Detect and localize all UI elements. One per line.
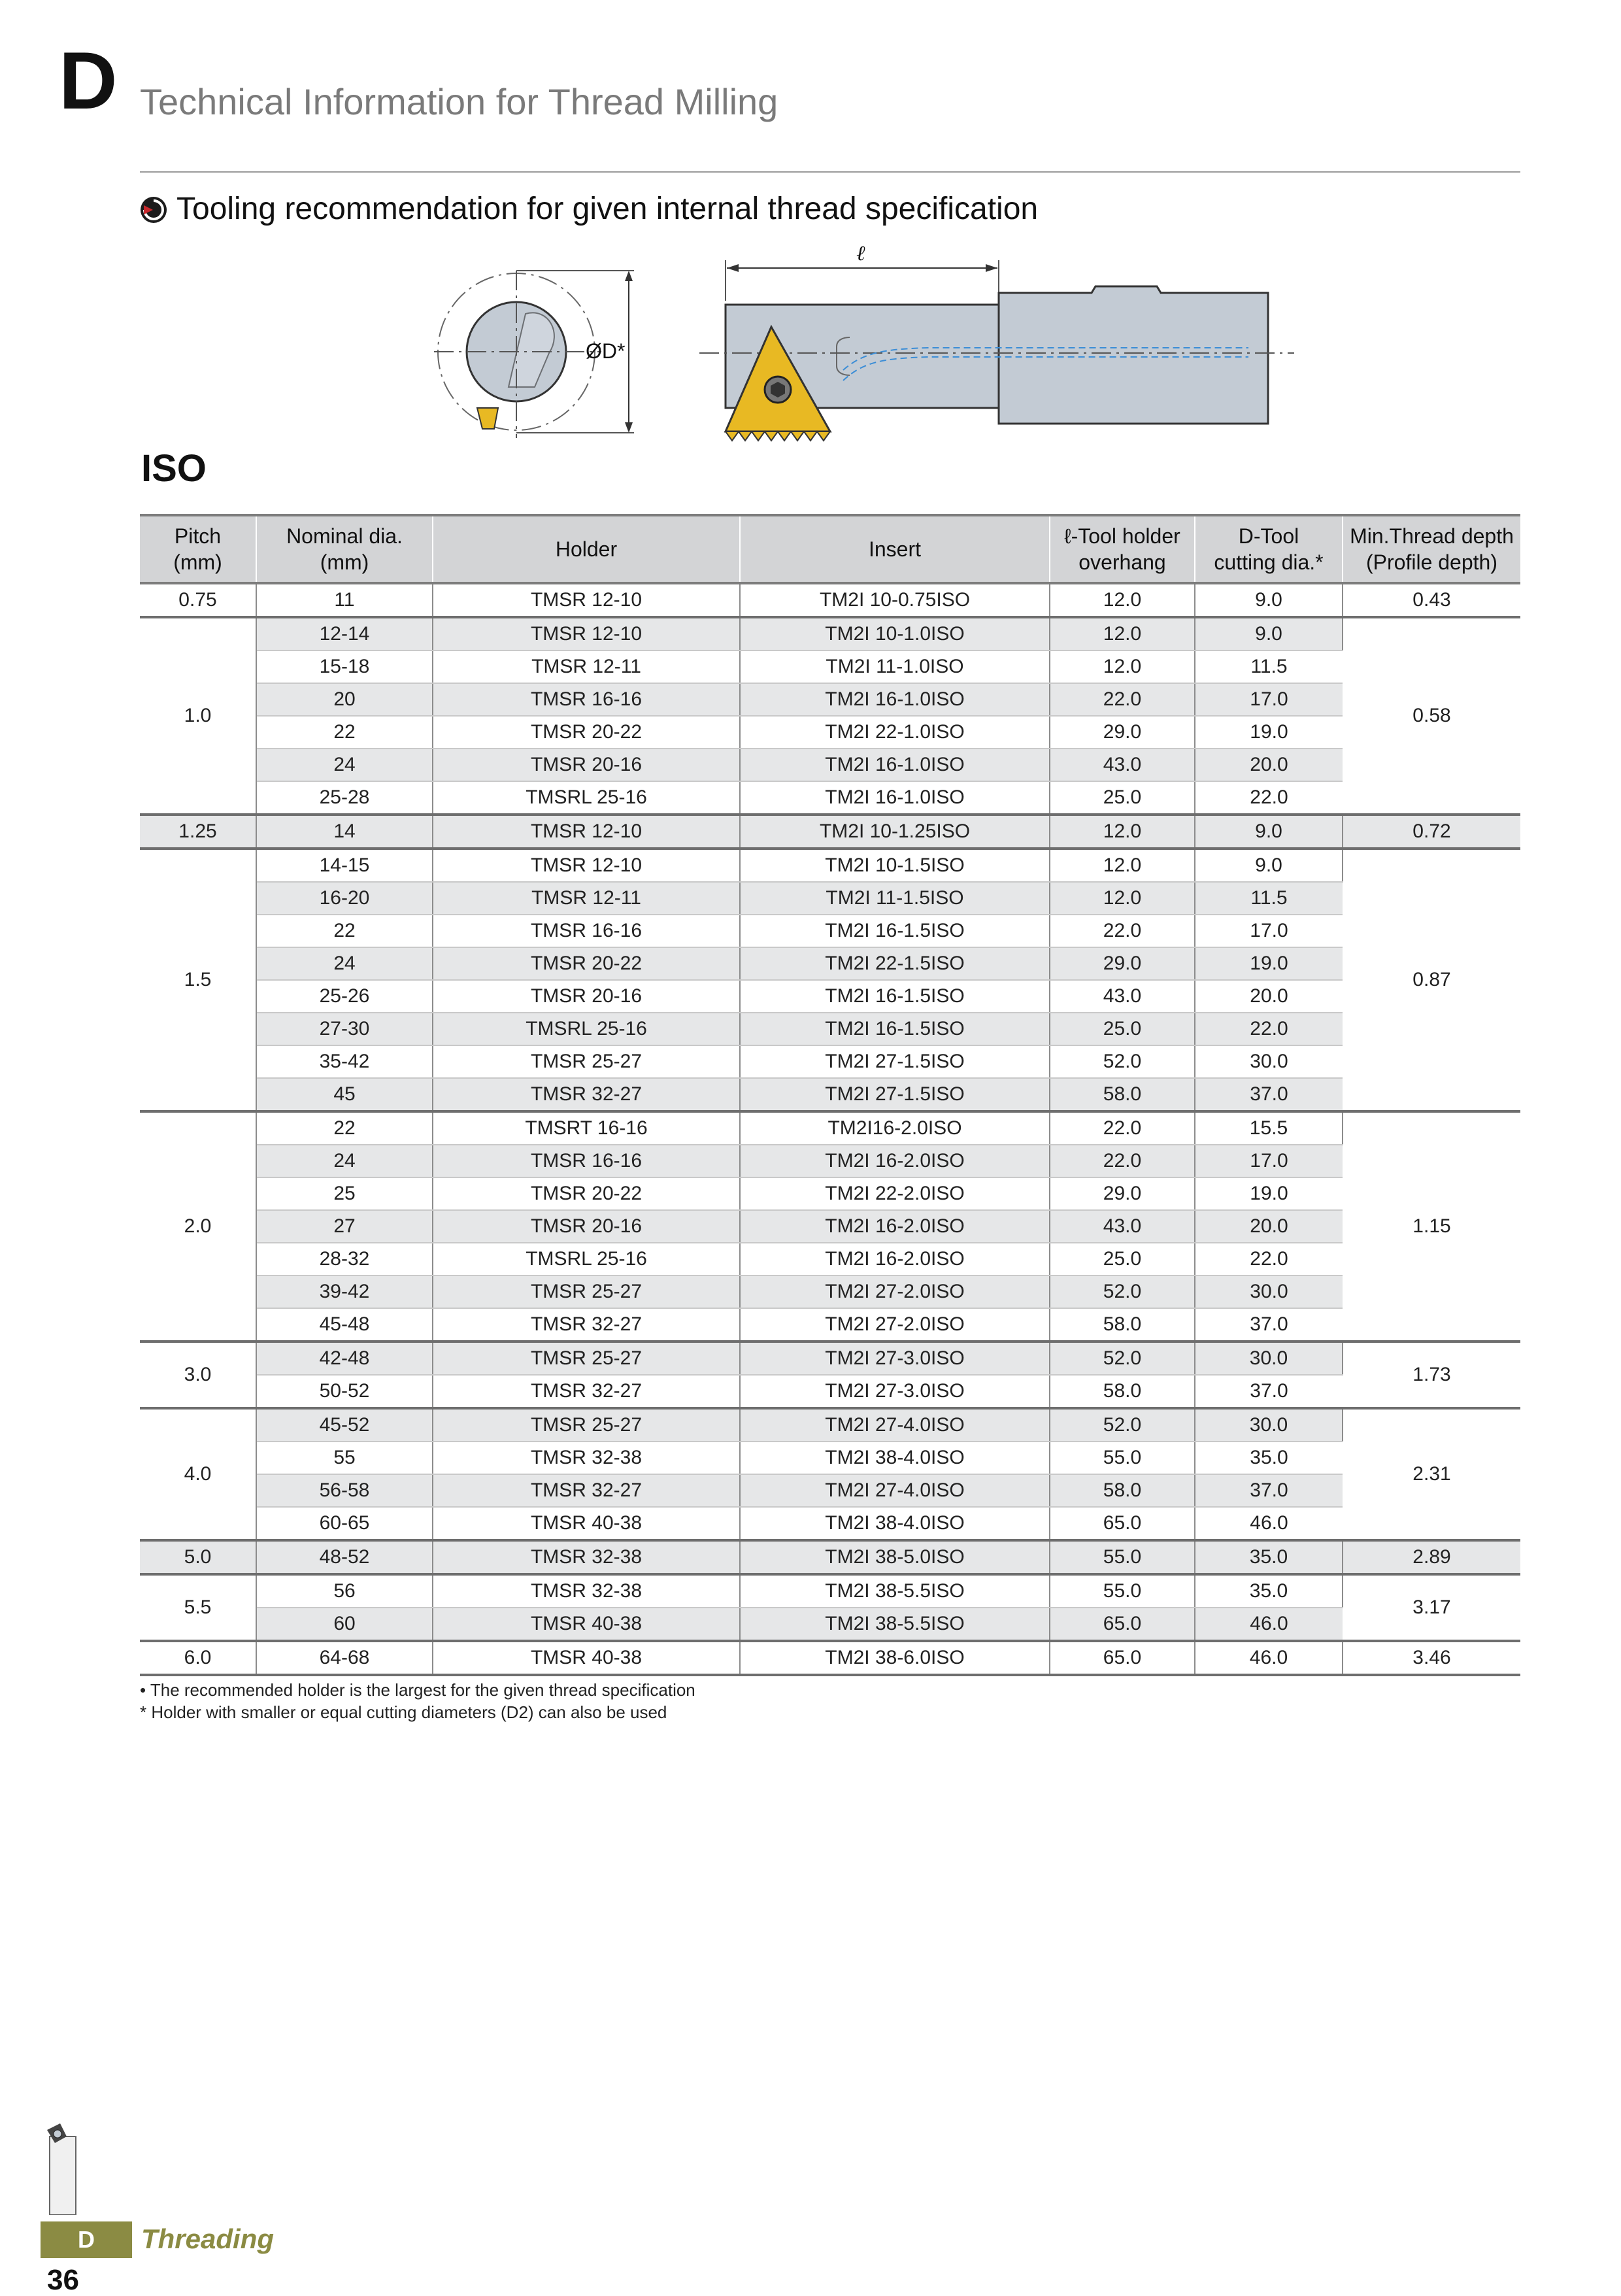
pitch-cell: 5.5 [140, 1574, 256, 1641]
pitch-cell: 1.0 [140, 617, 256, 815]
cutting-dia-cell: 9.0 [1195, 617, 1343, 650]
insert-cell: TM2I 11-1.5ISO [740, 882, 1050, 915]
cutting-dia-cell: 17.0 [1195, 1145, 1343, 1177]
nominal-dia-cell: 56 [256, 1574, 433, 1608]
table-row [140, 1641, 1520, 1675]
holder-cell: TMSRT 16-16 [433, 1111, 740, 1145]
cutting-dia-cell: 37.0 [1195, 1375, 1343, 1408]
nominal-dia-cell: 24 [256, 1145, 433, 1177]
table-row [140, 1243, 1520, 1275]
insert-cell: TM2I 16-2.0ISO [740, 1210, 1050, 1243]
table-row [140, 815, 1520, 849]
insert-cell: TM2I 27-1.5ISO [740, 1078, 1050, 1111]
overhang-cell: 65.0 [1050, 1641, 1195, 1675]
table-row [140, 915, 1520, 947]
cutting-dia-cell: 35.0 [1195, 1442, 1343, 1474]
table-row [140, 1574, 1520, 1608]
nominal-dia-cell: 28-32 [256, 1243, 433, 1275]
insert-cell: TM2I 38-5.5ISO [740, 1574, 1050, 1608]
insert-cell: TM2I 16-1.5ISO [740, 980, 1050, 1013]
nominal-dia-cell: 22 [256, 716, 433, 749]
holder-cell: TMSR 20-16 [433, 980, 740, 1013]
nominal-dia-cell: 11 [256, 583, 433, 617]
nominal-dia-cell: 56-58 [256, 1474, 433, 1507]
cutting-dia-cell: 17.0 [1195, 683, 1343, 716]
table-row [140, 1078, 1520, 1111]
insert-cell: TM2I 16-1.0ISO [740, 749, 1050, 781]
overhang-cell: 29.0 [1050, 1177, 1195, 1210]
table-row [140, 1275, 1520, 1308]
insert-cell: TM2I 38-5.5ISO [740, 1608, 1050, 1641]
cutting-dia-cell: 30.0 [1195, 1342, 1343, 1375]
insert-cell: TM2I 38-4.0ISO [740, 1442, 1050, 1474]
insert-cell: TM2I 38-4.0ISO [740, 1507, 1050, 1540]
overhang-cell: 55.0 [1050, 1442, 1195, 1474]
overhang-cell: 52.0 [1050, 1275, 1195, 1308]
holder-side-view [699, 242, 1294, 441]
holder-cell: TMSRL 25-16 [433, 1243, 740, 1275]
footnote: • The recommended holder is the largest for the given thread specification [140, 1680, 695, 1700]
cutting-dia-cell: 30.0 [1195, 1275, 1343, 1308]
thread-spec-table [140, 514, 1520, 1676]
overhang-cell: 22.0 [1050, 915, 1195, 947]
overhang-cell: 52.0 [1050, 1408, 1195, 1442]
cutting-dia-cell: 22.0 [1195, 1243, 1343, 1275]
cutting-dia-cell: 37.0 [1195, 1308, 1343, 1342]
cutting-dia-cell: 9.0 [1195, 583, 1343, 617]
length-label: ℓ [856, 242, 865, 265]
insert-cell: TM2I 16-2.0ISO [740, 1243, 1050, 1275]
thread-depth-cell: 0.58 [1343, 617, 1520, 815]
holder-cell: TMSRL 25-16 [433, 1013, 740, 1045]
overhang-cell: 25.0 [1050, 1243, 1195, 1275]
insert-cell: TM2I 22-1.0ISO [740, 716, 1050, 749]
nominal-dia-cell: 24 [256, 947, 433, 980]
insert-cell: TM2I 10-1.25ISO [740, 815, 1050, 849]
holder-cell: TMSR 20-22 [433, 716, 740, 749]
table-row [140, 1507, 1520, 1540]
col-header-nominal: Nominal dia. (mm) [256, 515, 433, 583]
cutting-dia-cell: 46.0 [1195, 1641, 1343, 1675]
nominal-dia-cell: 45-48 [256, 1308, 433, 1342]
holder-cell: TMSR 25-27 [433, 1408, 740, 1442]
col-header-cutting-dia: D-Tool cutting dia.* [1195, 515, 1343, 583]
holder-cell: TMSR 32-27 [433, 1474, 740, 1507]
table-row [140, 1540, 1520, 1574]
cutting-dia-cell: 17.0 [1195, 915, 1343, 947]
nominal-dia-cell: 45 [256, 1078, 433, 1111]
insert-cell: TM2I 38-6.0ISO [740, 1641, 1050, 1675]
holder-cell: TMSR 25-27 [433, 1045, 740, 1078]
table-row [140, 980, 1520, 1013]
cutting-dia-cell: 9.0 [1195, 815, 1343, 849]
overhang-cell: 58.0 [1050, 1375, 1195, 1408]
pitch-cell: 1.5 [140, 849, 256, 1111]
insert-cell: TM2I 22-2.0ISO [740, 1177, 1050, 1210]
cutting-dia-cell: 22.0 [1195, 1013, 1343, 1045]
thread-depth-cell: 0.87 [1343, 849, 1520, 1111]
insert-cell: TM2I 16-1.0ISO [740, 781, 1050, 815]
cutting-dia-cell: 20.0 [1195, 1210, 1343, 1243]
overhang-cell: 52.0 [1050, 1045, 1195, 1078]
holder-cell: TMSR 12-10 [433, 849, 740, 882]
cutting-dia-cell: 35.0 [1195, 1574, 1343, 1608]
cutting-dia-cell: 30.0 [1195, 1408, 1343, 1442]
overhang-cell: 25.0 [1050, 781, 1195, 815]
table-row [140, 1608, 1520, 1641]
nominal-dia-cell: 27 [256, 1210, 433, 1243]
nominal-dia-cell: 20 [256, 683, 433, 716]
nominal-dia-cell: 16-20 [256, 882, 433, 915]
section-tab: D [41, 2221, 132, 2258]
nominal-dia-cell: 60-65 [256, 1507, 433, 1540]
nominal-dia-cell: 45-52 [256, 1408, 433, 1442]
table-header-row [140, 515, 1520, 583]
insert-cell: TM2I 22-1.5ISO [740, 947, 1050, 980]
col-header-insert: Insert [740, 515, 1050, 583]
cutting-dia-cell: 37.0 [1195, 1474, 1343, 1507]
cutting-dia-cell: 19.0 [1195, 947, 1343, 980]
overhang-cell: 22.0 [1050, 1111, 1195, 1145]
thread-depth-cell: 2.31 [1343, 1408, 1520, 1540]
overhang-cell: 12.0 [1050, 849, 1195, 882]
bullet-arrow-icon [140, 196, 167, 224]
table-row [140, 1111, 1520, 1145]
overhang-cell: 58.0 [1050, 1078, 1195, 1111]
standard-label: ISO [141, 447, 207, 490]
nominal-dia-cell: 27-30 [256, 1013, 433, 1045]
overhang-cell: 12.0 [1050, 650, 1195, 683]
col-header-thread-depth: Min.Thread depth (Profile depth) [1343, 515, 1520, 583]
holder-cell: TMSR 40-38 [433, 1641, 740, 1675]
overhang-cell: 58.0 [1050, 1308, 1195, 1342]
nominal-dia-cell: 24 [256, 749, 433, 781]
holder-cell: TMSR 32-38 [433, 1574, 740, 1608]
table-row [140, 1308, 1520, 1342]
nominal-dia-cell: 12-14 [256, 617, 433, 650]
holder-cell: TMSR 40-38 [433, 1507, 740, 1540]
nominal-dia-cell: 35-42 [256, 1045, 433, 1078]
thread-depth-cell: 2.89 [1343, 1540, 1520, 1574]
nominal-dia-cell: 25-26 [256, 980, 433, 1013]
holder-cell: TMSR 20-16 [433, 749, 740, 781]
insert-cell: TM2I 27-3.0ISO [740, 1342, 1050, 1375]
overhang-cell: 58.0 [1050, 1474, 1195, 1507]
holder-cell: TMSR 32-27 [433, 1078, 740, 1111]
cutting-dia-cell: 19.0 [1195, 1177, 1343, 1210]
insert-cell: TM2I 11-1.0ISO [740, 650, 1050, 683]
overhang-cell: 43.0 [1050, 1210, 1195, 1243]
table-row [140, 1474, 1520, 1507]
cutting-dia-cell: 37.0 [1195, 1078, 1343, 1111]
pitch-cell: 0.75 [140, 583, 256, 617]
col-header-overhang: ℓ-Tool holder overhang [1050, 515, 1195, 583]
thread-depth-cell: 3.46 [1343, 1641, 1520, 1675]
holder-cell: TMSR 25-27 [433, 1275, 740, 1308]
cutting-dia-cell: 9.0 [1195, 849, 1343, 882]
table-row [140, 781, 1520, 815]
nominal-dia-cell: 25 [256, 1177, 433, 1210]
table-row [140, 1177, 1520, 1210]
cutting-dia-cell: 11.5 [1195, 882, 1343, 915]
overhang-cell: 12.0 [1050, 882, 1195, 915]
page-number: 36 [47, 2264, 79, 2296]
footnotes [140, 1679, 695, 1723]
overhang-cell: 65.0 [1050, 1608, 1195, 1641]
holder-cell: TMSR 20-22 [433, 947, 740, 980]
table-row [140, 882, 1520, 915]
overhang-cell: 12.0 [1050, 617, 1195, 650]
overhang-cell: 22.0 [1050, 1145, 1195, 1177]
holder-cell: TMSR 25-27 [433, 1342, 740, 1375]
table-row [140, 849, 1520, 882]
nominal-dia-cell: 14-15 [256, 849, 433, 882]
cutting-dia-cell: 19.0 [1195, 716, 1343, 749]
nominal-dia-cell: 48-52 [256, 1540, 433, 1574]
insert-cell: TM2I 16-1.5ISO [740, 915, 1050, 947]
holder-cell: TMSR 40-38 [433, 1608, 740, 1641]
overhang-cell: 22.0 [1050, 683, 1195, 716]
nominal-dia-cell: 64-68 [256, 1641, 433, 1675]
overhang-cell: 55.0 [1050, 1540, 1195, 1574]
overhang-cell: 12.0 [1050, 583, 1195, 617]
pitch-cell: 4.0 [140, 1408, 256, 1540]
overhang-cell: 25.0 [1050, 1013, 1195, 1045]
thread-depth-cell: 1.15 [1343, 1111, 1520, 1342]
title-rule [140, 171, 1520, 173]
holder-cell: TMSR 20-22 [433, 1177, 740, 1210]
table-row [140, 1045, 1520, 1078]
table-row [140, 650, 1520, 683]
thread-depth-cell: 3.17 [1343, 1574, 1520, 1641]
pitch-cell: 3.0 [140, 1342, 256, 1408]
bore-cross-section [434, 271, 634, 438]
holder-cell: TMSR 32-38 [433, 1442, 740, 1474]
table-row [140, 1013, 1520, 1045]
insert-cell: TM2I 27-2.0ISO [740, 1308, 1050, 1342]
nominal-dia-cell: 50-52 [256, 1375, 433, 1408]
cutting-dia-cell: 30.0 [1195, 1045, 1343, 1078]
cutting-dia-cell: 11.5 [1195, 650, 1343, 683]
overhang-cell: 29.0 [1050, 947, 1195, 980]
col-header-pitch: Pitch (mm) [140, 515, 256, 583]
holder-cell: TMSR 12-11 [433, 650, 740, 683]
nominal-dia-cell: 14 [256, 815, 433, 849]
cutting-dia-cell: 46.0 [1195, 1608, 1343, 1641]
thread-depth-cell: 0.72 [1343, 815, 1520, 849]
holder-cell: TMSR 20-16 [433, 1210, 740, 1243]
section-letter: D [59, 36, 118, 126]
pitch-cell: 2.0 [140, 1111, 256, 1342]
section-subtitle: Tooling recommendation for given internal thread specification [176, 192, 1039, 226]
cutting-dia-cell: 46.0 [1195, 1507, 1343, 1540]
holder-cell: TMSR 12-10 [433, 617, 740, 650]
insert-cell: TM2I 16-1.5ISO [740, 1013, 1050, 1045]
tool-diagram [386, 242, 1301, 451]
nominal-dia-cell: 55 [256, 1442, 433, 1474]
overhang-cell: 43.0 [1050, 980, 1195, 1013]
insert-cell: TM2I 16-1.0ISO [740, 683, 1050, 716]
insert-cell: TM2I 27-3.0ISO [740, 1375, 1050, 1408]
cutting-dia-cell: 20.0 [1195, 980, 1343, 1013]
table-row [140, 749, 1520, 781]
holder-cell: TMSR 16-16 [433, 683, 740, 716]
insert-cell: TM2I 10-0.75ISO [740, 583, 1050, 617]
cutting-dia-cell: 35.0 [1195, 1540, 1343, 1574]
insert-cell: TM2I 27-4.0ISO [740, 1408, 1050, 1442]
cutting-dia-cell: 15.5 [1195, 1111, 1343, 1145]
thread-depth-cell: 1.73 [1343, 1342, 1520, 1408]
holder-cell: TMSR 12-10 [433, 815, 740, 849]
nominal-dia-cell: 39-42 [256, 1275, 433, 1308]
insert-cell: TM2I 10-1.0ISO [740, 617, 1050, 650]
thread-depth-cell: 0.43 [1343, 583, 1520, 617]
pitch-cell: 6.0 [140, 1641, 256, 1675]
page-title: Technical Information for Thread Milling [140, 81, 778, 122]
nominal-dia-cell: 60 [256, 1608, 433, 1641]
thread-mill-tool-icon [41, 2117, 86, 2215]
nominal-dia-cell: 22 [256, 1111, 433, 1145]
table-row [140, 1408, 1520, 1442]
footnote: * Holder with smaller or equal cutting diameters (D2) can also be used [140, 1702, 667, 1722]
nominal-dia-cell: 15-18 [256, 650, 433, 683]
insert-cell: TM2I 27-2.0ISO [740, 1275, 1050, 1308]
table-row [140, 1342, 1520, 1375]
insert-cell: TM2I 27-4.0ISO [740, 1474, 1050, 1507]
nominal-dia-cell: 22 [256, 915, 433, 947]
holder-cell: TMSR 32-27 [433, 1375, 740, 1408]
col-header-holder: Holder [433, 515, 740, 583]
overhang-cell: 43.0 [1050, 749, 1195, 781]
overhang-cell: 52.0 [1050, 1342, 1195, 1375]
overhang-cell: 65.0 [1050, 1507, 1195, 1540]
insert-cell: TM2I16-2.0ISO [740, 1111, 1050, 1145]
diameter-label: ØD* [586, 339, 626, 363]
overhang-cell: 55.0 [1050, 1574, 1195, 1608]
insert-cell: TM2I 10-1.5ISO [740, 849, 1050, 882]
nominal-dia-cell: 25-28 [256, 781, 433, 815]
nominal-dia-cell: 42-48 [256, 1342, 433, 1375]
holder-cell: TMSR 16-16 [433, 915, 740, 947]
table-row [140, 947, 1520, 980]
holder-cell: TMSR 32-27 [433, 1308, 740, 1342]
table-row [140, 1375, 1520, 1408]
holder-cell: TMSRL 25-16 [433, 781, 740, 815]
footer-section-label: Threading [141, 2223, 275, 2254]
cutting-dia-cell: 20.0 [1195, 749, 1343, 781]
table-row [140, 1210, 1520, 1243]
cutting-dia-cell: 22.0 [1195, 781, 1343, 815]
table-row [140, 583, 1520, 617]
pitch-cell: 1.25 [140, 815, 256, 849]
insert-cell: TM2I 16-2.0ISO [740, 1145, 1050, 1177]
table-row [140, 683, 1520, 716]
table-row [140, 1145, 1520, 1177]
table-row [140, 716, 1520, 749]
table-row [140, 1442, 1520, 1474]
table-row [140, 617, 1520, 650]
insert-cell: TM2I 38-5.0ISO [740, 1540, 1050, 1574]
holder-cell: TMSR 32-38 [433, 1540, 740, 1574]
pitch-cell: 5.0 [140, 1540, 256, 1574]
overhang-cell: 12.0 [1050, 815, 1195, 849]
overhang-cell: 29.0 [1050, 716, 1195, 749]
insert-cell: TM2I 27-1.5ISO [740, 1045, 1050, 1078]
holder-cell: TMSR 12-11 [433, 882, 740, 915]
holder-cell: TMSR 16-16 [433, 1145, 740, 1177]
holder-cell: TMSR 12-10 [433, 583, 740, 617]
